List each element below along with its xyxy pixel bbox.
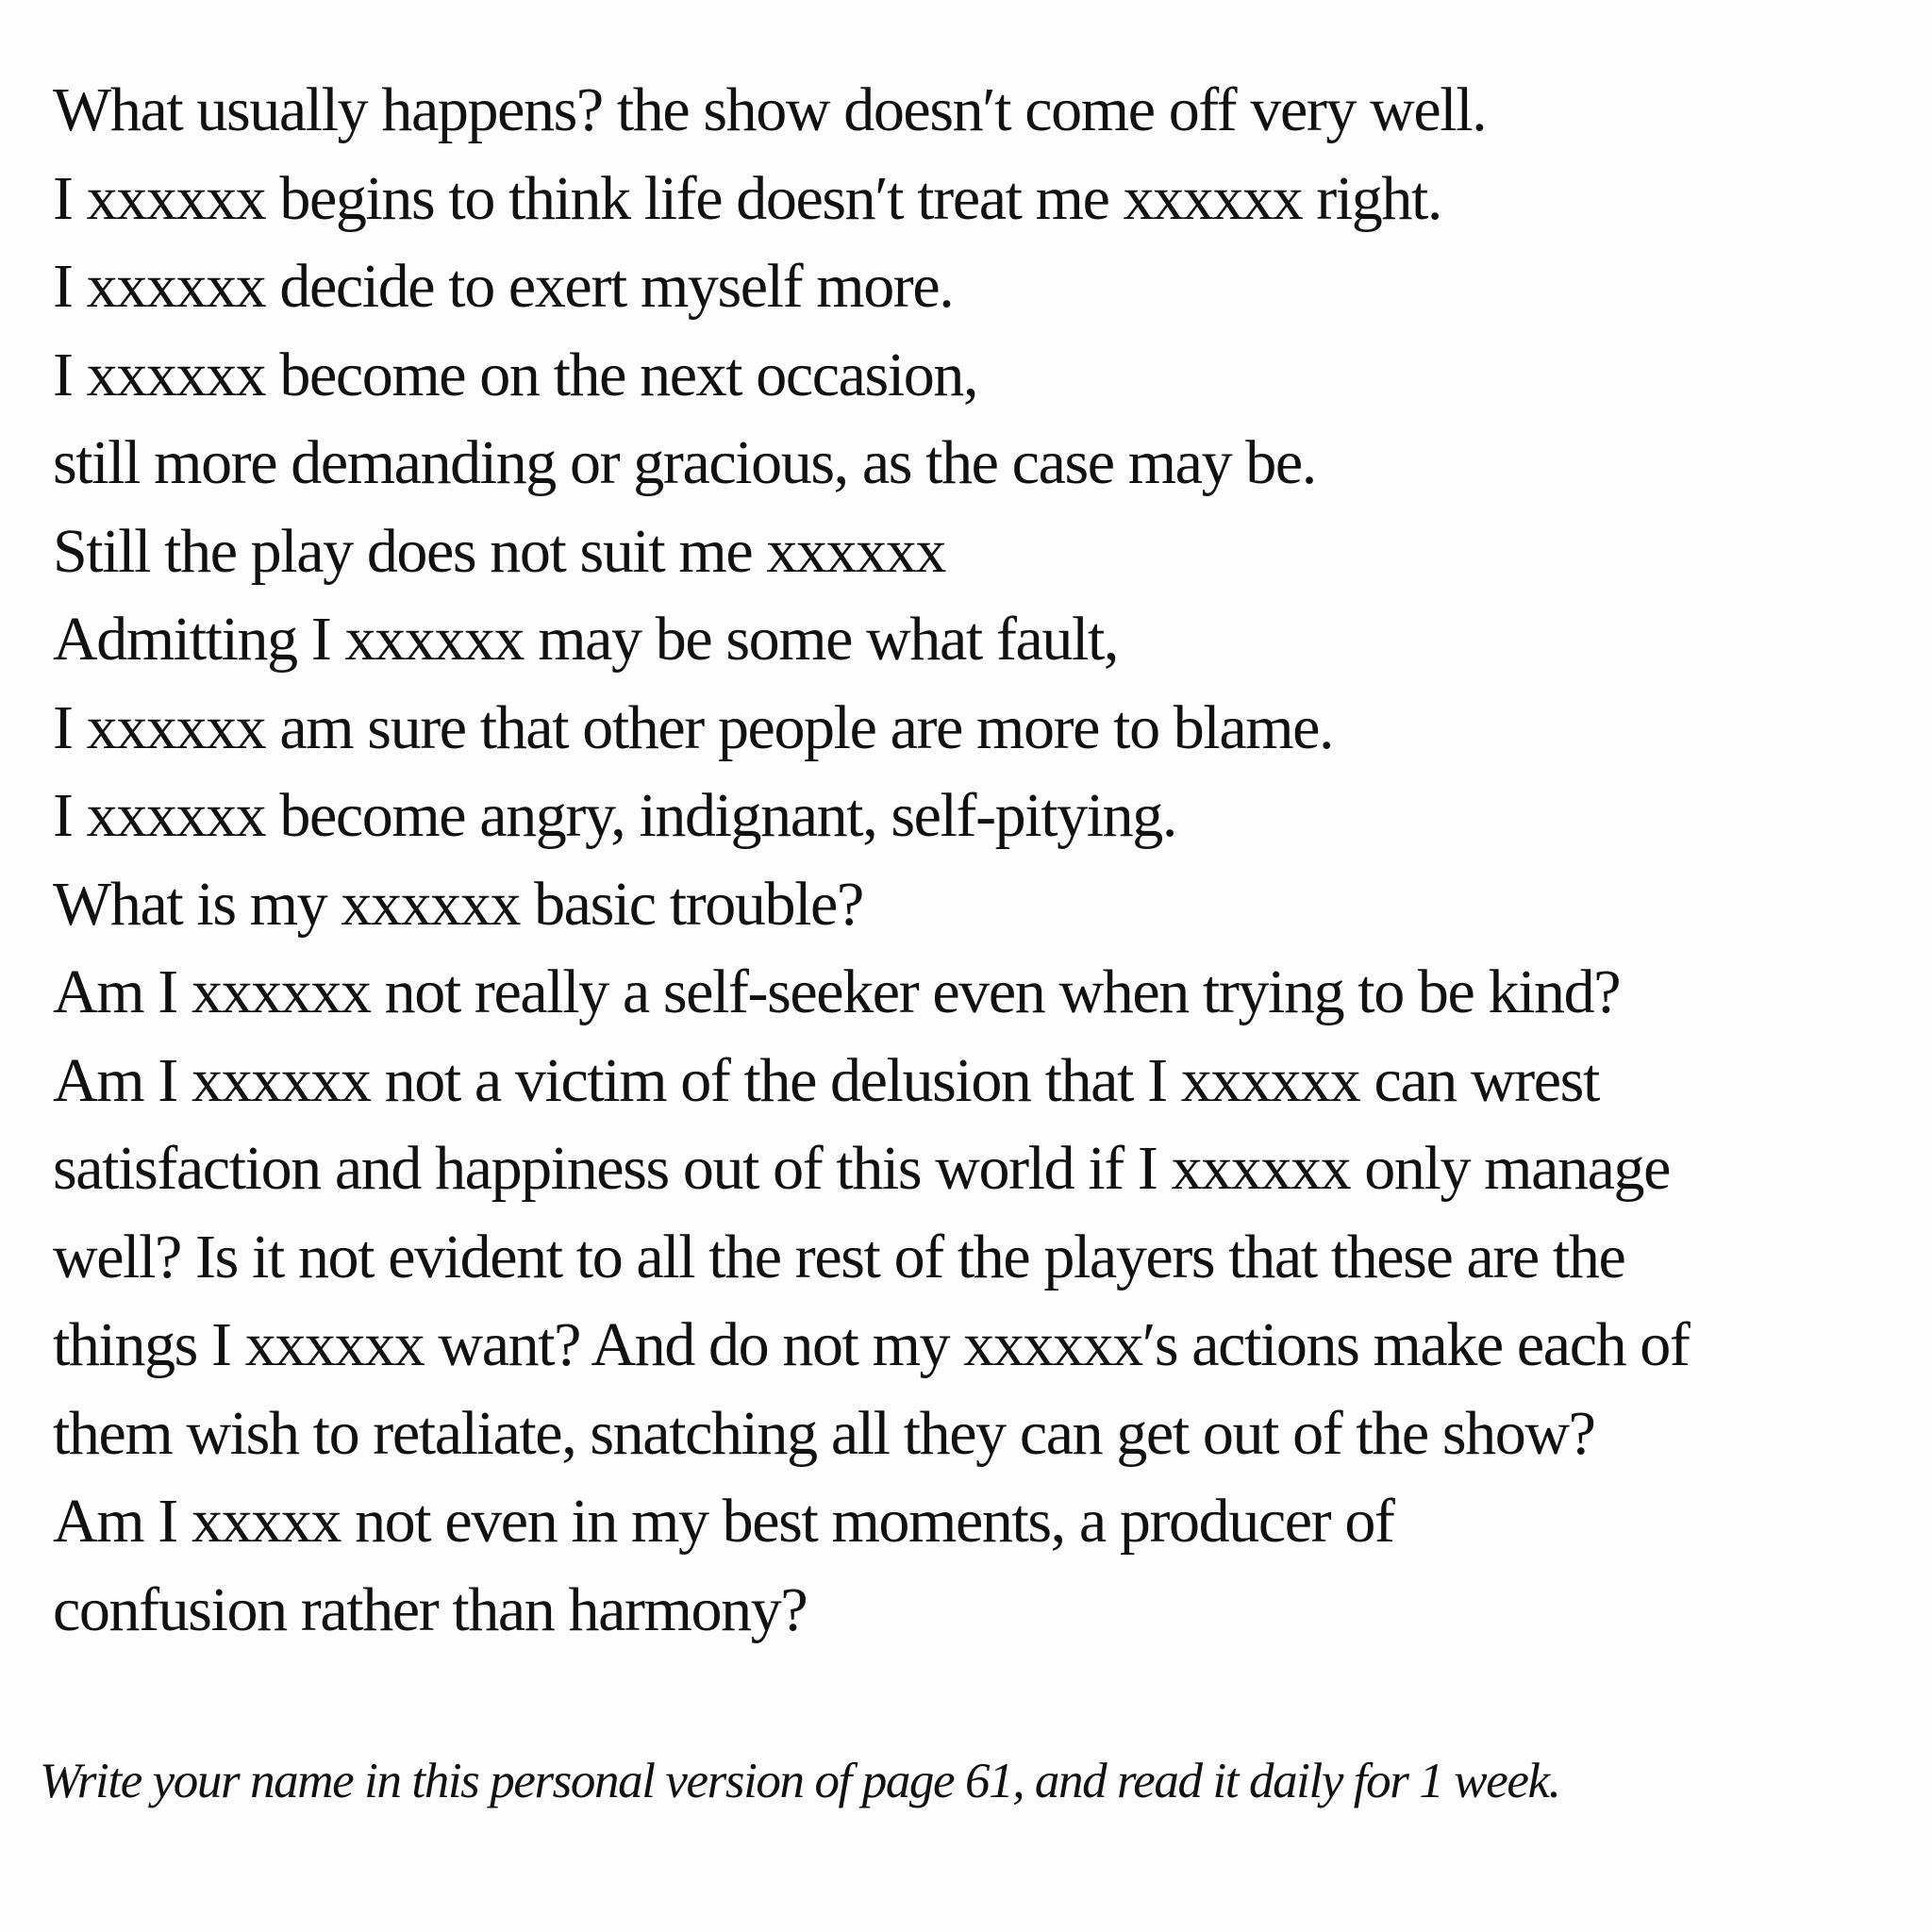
passage-line-5: still more demanding or gracious, as the case may be. — [53, 428, 1316, 497]
passage-line-13: satisfaction and happiness out of this world if I xxxxxx only manage — [53, 1134, 1670, 1203]
passage-line-9: I xxxxxx become angry, indignant, self-pitying. — [53, 781, 1176, 850]
passage-line-12: Am I xxxxxx not a victim of the delusion that I xxxxxx can wrest — [53, 1045, 1599, 1115]
passage-line-8: I xxxxxx am sure that other people are more to blame. — [53, 692, 1334, 762]
passage-line-6: Still the play does not suit me xxxxxx — [53, 516, 945, 586]
passage-line-17: Am I xxxxx not even in my best moments, a producer of — [53, 1487, 1394, 1556]
passage-line-1: What usually happens? the show doesn′t come off very well. — [53, 75, 1487, 144]
passage-text — [53, 66, 1902, 1654]
passage-line-2: I xxxxxx begins to think life doesn′t treat me xxxxxx right. — [53, 163, 1442, 233]
instruction-note: Write your name in this personal version of page 61, and read it daily for 1 week. — [40, 1754, 1560, 1808]
passage-line-15: things I xxxxxx want? And do not my xxxxxx′s actions make each of — [53, 1310, 1690, 1379]
passage-line-16: them wish to retaliate, snatching all they can get out of the show? — [53, 1398, 1595, 1468]
passage-line-3: I xxxxxx decide to exert myself more. — [53, 252, 954, 321]
passage-line-14: well? Is it not evident to all the rest of the players that these are the — [53, 1222, 1625, 1291]
passage-line-7: Admitting I xxxxxx may be some what fault, — [53, 605, 1119, 674]
passage-line-10: What is my xxxxxx basic trouble? — [53, 869, 863, 939]
passage-line-4: I xxxxxx become on the next occasion, — [53, 340, 978, 409]
passage-line-18: confusion rather than harmony? — [53, 1574, 808, 1644]
passage-line-11: Am I xxxxxx not really a self-seeker even when trying to be kind? — [53, 958, 1621, 1026]
